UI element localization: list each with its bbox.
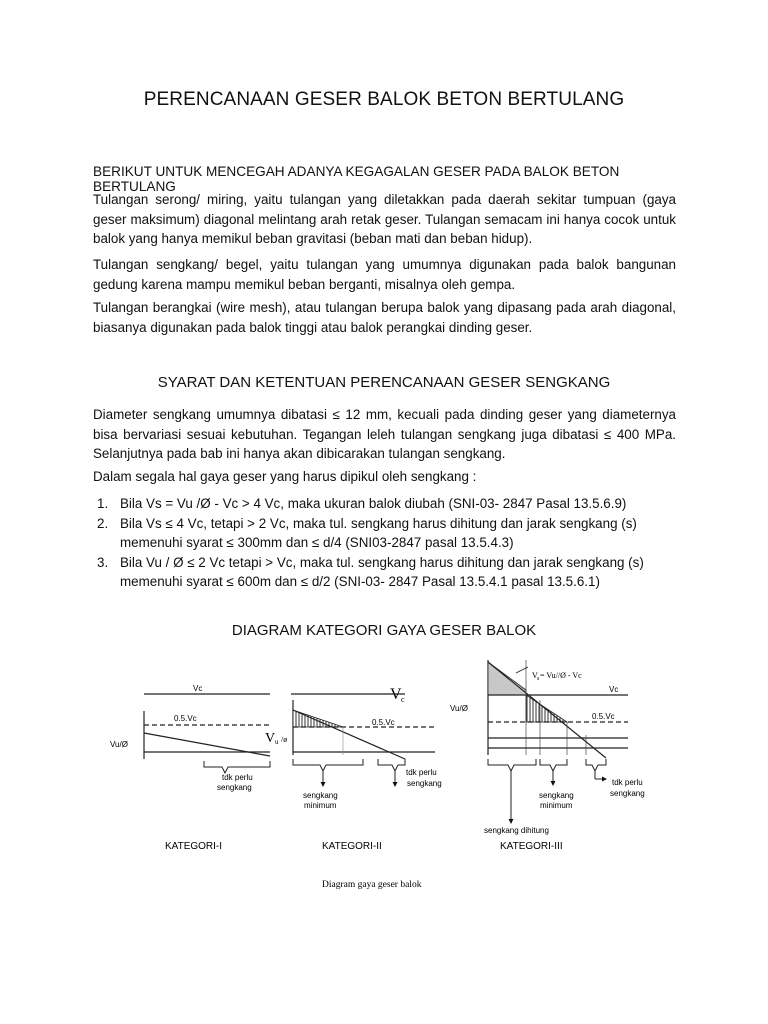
cat3-vc-label: Vc [609, 685, 619, 694]
criteria-list [93, 494, 676, 592]
cat2-note-line1: tdk perlu [406, 768, 437, 777]
criteria-text: Bila Vu / Ø ≤ 2 Vc tetapi > Vc, maka tul. sengkang harus dihitung dan jarak sengkang (s) memenuhi syarat ≤ 600m dan ≤ d/2 (SNI-03- 2847 Pasal 13.5.4.1 pasal 13.5.6.1) [120, 554, 644, 589]
category-3-diagram [450, 660, 645, 852]
cat3-vu-label: Vu/Ø [450, 704, 468, 713]
paragraph-wire-mesh: Tulangan berangkai (wire mesh), atau tulangan berupa balok yang dipasang pada arah diagonal, biasanya digunakan pada balok tinggi atau balok perangkai dinding geser. [93, 300, 676, 335]
criteria-item [93, 553, 676, 592]
category-2-label: KATEGORI-II [322, 841, 382, 852]
cat1-note-line2: sengkang [217, 783, 252, 792]
document-title: PERENCANAAN GESER BALOK BETON BERTULANG [143, 89, 625, 110]
cat1-note-line1: tdk perlu [222, 773, 253, 782]
cat2-min-line1: sengkang [303, 791, 338, 800]
paragraph-stirrup-reinforcement: Tulangan sengkang/ begel, yaitu tulangan yang umumnya digunakan pada balok bangunan gedung karena mampu memikul beban berganti, misalnya oleh gempa. [93, 257, 676, 292]
section-heading-requirements: SYARAT DAN KETENTUAN PERENCANAAN GESER SENGKANG [157, 374, 611, 391]
category-3-label: KATEGORI-III [500, 841, 563, 852]
cat3-note-line2: sengkang [610, 789, 645, 798]
cat2-vu-subscript: u [275, 738, 279, 746]
criteria-text: Bila Vs = Vu /Ø - Vc > 4 Vc, maka ukuran balok diubah (SNI-03- 2847 Pasal 13.5.6.9) [120, 496, 627, 511]
cat3-note-line1: tdk perlu [612, 778, 643, 787]
cat2-vu-label: V [265, 731, 276, 746]
cat3-vs-equation: = Vu//Ø - Vc [540, 671, 582, 680]
category-1-diagram [110, 684, 270, 852]
diagram-caption: Diagram gaya geser balok [322, 880, 422, 890]
cat2-vc-label: V [390, 686, 402, 703]
cat2-vc-subscript: c [401, 695, 405, 704]
cat2-note-line2: sengkang [407, 779, 442, 788]
category-1-label: KATEGORI-I [165, 841, 223, 852]
cat1-vu-label: Vu/Ø [110, 740, 128, 749]
cat2-half-vc-label: 0.5.Vc [372, 718, 395, 727]
paragraph-shear-intro: Dalam segala hal gaya geser yang harus dipikul oleh sengkang : [93, 469, 477, 484]
section-heading-diagram: DIAGRAM KATEGORI GAYA GESER BALOK [231, 622, 537, 639]
criteria-text: Bila Vs ≤ 4 Vc, tetapi > 2 Vc, maka tul. sengkang harus dihitung dan jarak sengkang (s) memenuhi syarat ≤ 300mm dan ≤ d/4 (SNI03-2847 pasal 13.5.4.3) [120, 515, 637, 550]
shear-category-diagram [100, 655, 660, 900]
category-2-diagram [265, 686, 442, 852]
cat2-vu-tail: /ø [281, 735, 288, 744]
criteria-number: 1. [97, 496, 109, 511]
cat2-min-line2: minimum [304, 801, 337, 810]
criteria-item [93, 494, 676, 514]
section-heading-prevention: BERIKUT UNTUK MENCEGAH ADANYA KEGAGALAN GESER PADA BALOK BETON BERTULANG [93, 164, 620, 194]
criteria-number: 2. [97, 515, 109, 531]
cat1-vc-label: Vc [193, 684, 203, 693]
cat3-min-line1: sengkang [539, 791, 574, 800]
paragraph-inclined-reinforcement: Tulangan serong/ miring, yaitu tulangan yang diletakkan pada daerah sekitar tumpuan (gaya geser maksimum) diagonal melintang arah retak geser. Tulangan semacam ini hanya cocok untuk balok yang hanya memikul beban gravitasi (beban mati dan beban hidup). [93, 192, 676, 246]
paragraph-stirrup-diameter: Diameter sengkang umumnya dibatasi ≤ 12 mm, kecuali pada dinding geser yang diameternya bisa bervariasi sesuai kebutuhan. Tegangan leleh tulangan sengkang juga dibatasi ≤ 400 MPa. Selanjutnya pada bab ini hanya akan dibicarakan tulangan sengkang. [93, 407, 676, 461]
cat3-min-line2: minimum [540, 801, 573, 810]
cat3-half-vc-label: 0.5.Vc [592, 712, 615, 721]
criteria-item [93, 514, 676, 553]
cat1-half-vc-label: 0.5.Vc [174, 714, 197, 723]
cat3-vs-label: V [532, 671, 538, 680]
cat3-vs-subscript: s [537, 676, 540, 682]
cat3-calc-label: sengkang dihitung [484, 826, 549, 835]
criteria-number: 3. [97, 554, 109, 570]
